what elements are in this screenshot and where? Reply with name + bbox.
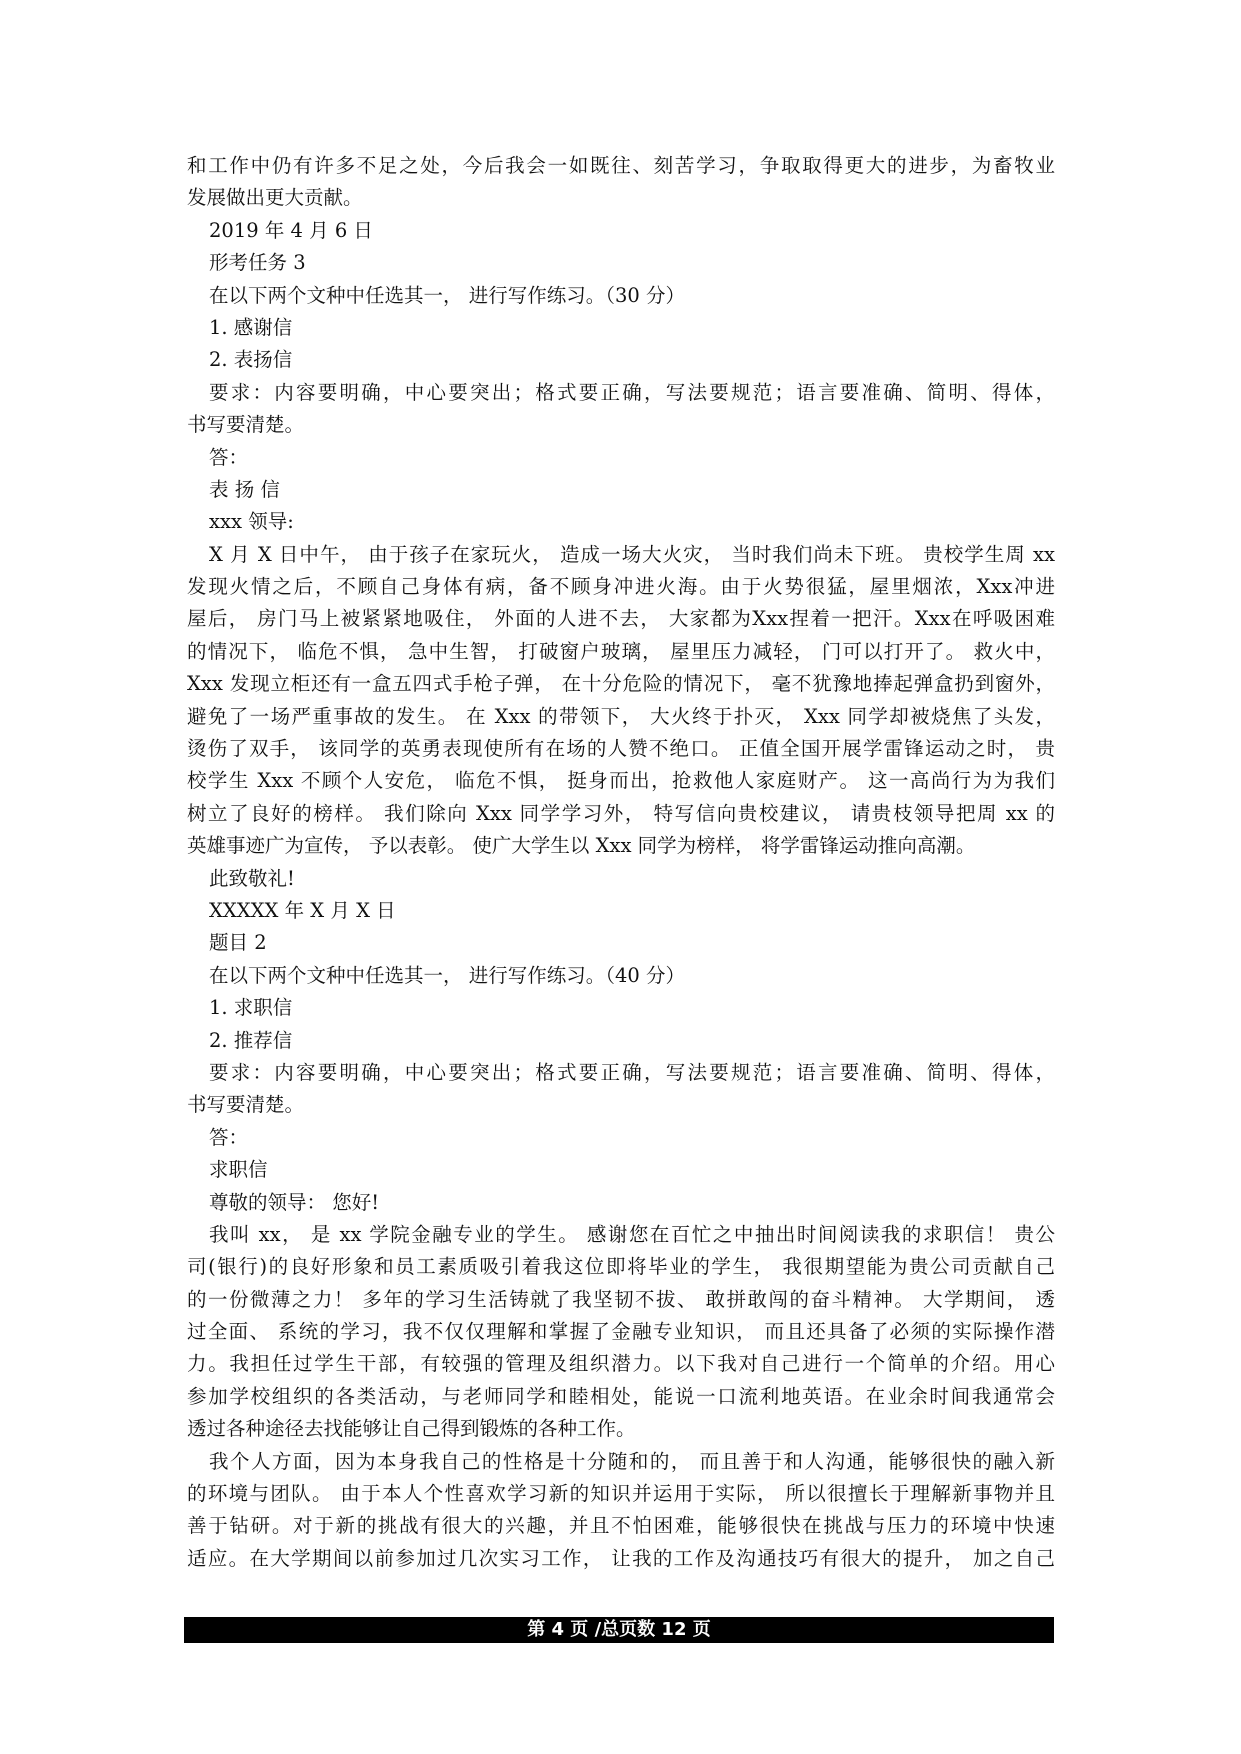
text-line: 树立了良好的榜样。 我们除向 Xxx 同学学习外， 特写信向贵校建议， 请贵枝领导把周 xx 的 — [187, 801, 1055, 825]
text-line: 参加学校组织的各类活动，与老师同学和睦相处，能说一口流利地英语。在业余时间我通常会 — [187, 1384, 1055, 1408]
text-line: 善于钻研。对于新的挑战有很大的兴趣，并且不怕困难，能够很快在挑战与压力的环境中快速 — [187, 1514, 1055, 1538]
text-line: 司(银行)的良好形象和员工素质吸引着我这位即将毕业的学生， 我很期望能为贵公司贡献自己 — [187, 1255, 1055, 1279]
text-line: 1. 求职信 — [209, 996, 293, 1020]
text-line: 烫伤了双手， 该同学的英勇表现使所有在场的人赞不绝口。 正值全国开展学雷锋运动之时， 贵 — [187, 737, 1055, 761]
text-line: 在以下两个文种中任选其一， 进行写作练习。（30 分） — [209, 283, 685, 307]
document-body — [187, 150, 1055, 1575]
text-line: X 月 X 日中午， 由于孩子在家玩火， 造成一场大火灾， 当时我们尚未下班。 贵校学生周 xx — [209, 542, 1055, 566]
text-line: 求职信 — [209, 1158, 268, 1182]
text-line: 答： — [209, 445, 249, 469]
text-line: 在以下两个文种中任选其一， 进行写作练习。（40 分） — [209, 963, 685, 987]
text-line: 题目 2 — [209, 931, 267, 955]
text-line: 校学生 Xxx 不顾个人安危， 临危不惧， 挺身而出，抢救他人家庭财产。 这一高尚行为为我们 — [187, 769, 1055, 793]
text-line: xxx 领导: — [209, 510, 294, 534]
text-line: 过全面、 系统的学习，我不仅仅理解和掌握了金融专业知识， 而且还具备了必须的实际操作潜 — [187, 1320, 1055, 1344]
text-line: 避免了一场严重事故的发生。 在 Xxx 的带领下， 大火终于扑灭， Xxx 同学却被烧焦了头发， — [187, 704, 1055, 728]
text-line: 发现火情之后，不顾自己身体有病，备不顾身冲进火海。由于火势很猛，屋里烟浓，Xxx冲进 — [187, 575, 1055, 599]
text-line: 形考任务 3 — [209, 251, 306, 275]
text-line: 书写要清楚。 — [187, 1093, 305, 1117]
text-line: 书写要清楚。 — [187, 413, 305, 437]
text-line: 我个人方面，因为本身我自己的性格是十分随和的， 而且善于和人沟通，能够很快的融入新 — [209, 1449, 1055, 1473]
text-line: 透过各种途径去找能够让自己得到锻炼的各种工作。 — [187, 1417, 636, 1441]
text-line: 2. 表扬信 — [209, 348, 293, 372]
text-line: 2019 年 4 月 6 日 — [209, 218, 373, 242]
text-line: 力。我担任过学生干部，有较强的管理及组织潜力。以下我对自己进行一个简单的介绍。用心 — [187, 1352, 1055, 1376]
text-line: 的情况下， 临危不惧， 急中生智， 打破窗户玻璃， 屋里压力减轻， 门可以打开了。 救火中， — [187, 639, 1055, 663]
text-line: 适应。在大学期间以前参加过几次实习工作， 让我的工作及沟通技巧有很大的提升， 加之自己 — [187, 1546, 1055, 1570]
text-line: 要求：内容要明确，中心要突出；格式要正确，写法要规范；语言要准确、简明、得体， — [209, 1060, 1055, 1084]
text-line: 1. 感谢信 — [209, 315, 293, 339]
text-line: 发展做出更大贡献。 — [187, 186, 363, 210]
text-line: 尊敬的领导： 您好! — [209, 1190, 380, 1214]
text-line: 屋后， 房门马上被紧紧地吸住， 外面的人进不去， 大家都为Xxx捏着一把汗。Xxx在呼吸困难 — [187, 607, 1055, 631]
text-line: 此致敬礼! — [209, 866, 295, 890]
page-footer — [184, 1617, 1054, 1643]
text-line: Xxx 发现立柜还有一盒五四式手枪子弹， 在十分危险的情况下， 毫不犹豫地捧起弹盒扔到窗外， — [187, 672, 1055, 696]
text-line: 答： — [209, 1125, 249, 1149]
text-line: 要求：内容要明确，中心要突出；格式要正确，写法要规范；语言要准确、简明、得体， — [209, 380, 1055, 404]
text-line: 表 扬 信 — [209, 477, 280, 501]
text-line: XXXXX 年 X 月 X 日 — [209, 898, 396, 922]
text-line: 我叫 xx， 是 xx 学院金融专业的学生。 感谢您在百忙之中抽出时间阅读我的求职信！ 贵公 — [209, 1222, 1055, 1246]
text-line: 的一份微薄之力！ 多年的学习生活铸就了我坚韧不拔、 敢拼敢闯的奋斗精神。 大学期间， 透 — [187, 1287, 1055, 1311]
text-line: 2. 推荐信 — [209, 1028, 293, 1052]
text-line: 的环境与团队。 由于本人个性喜欢学习新的知识并运用于实际， 所以很擅长于理解新事物并且 — [187, 1482, 1055, 1506]
text-line: 和工作中仍有许多不足之处，今后我会一如既往、刻苦学习，争取取得更大的进步，为畜牧业 — [187, 154, 1055, 177]
text-line: 英雄事迹广为宣传， 予以表彰。 使广大学生以 Xxx 同学为榜样， 将学雷锋运动推向高潮。 — [187, 834, 976, 858]
page-number-text: 第 4 页 /总页数 12 页 — [527, 1619, 711, 1640]
